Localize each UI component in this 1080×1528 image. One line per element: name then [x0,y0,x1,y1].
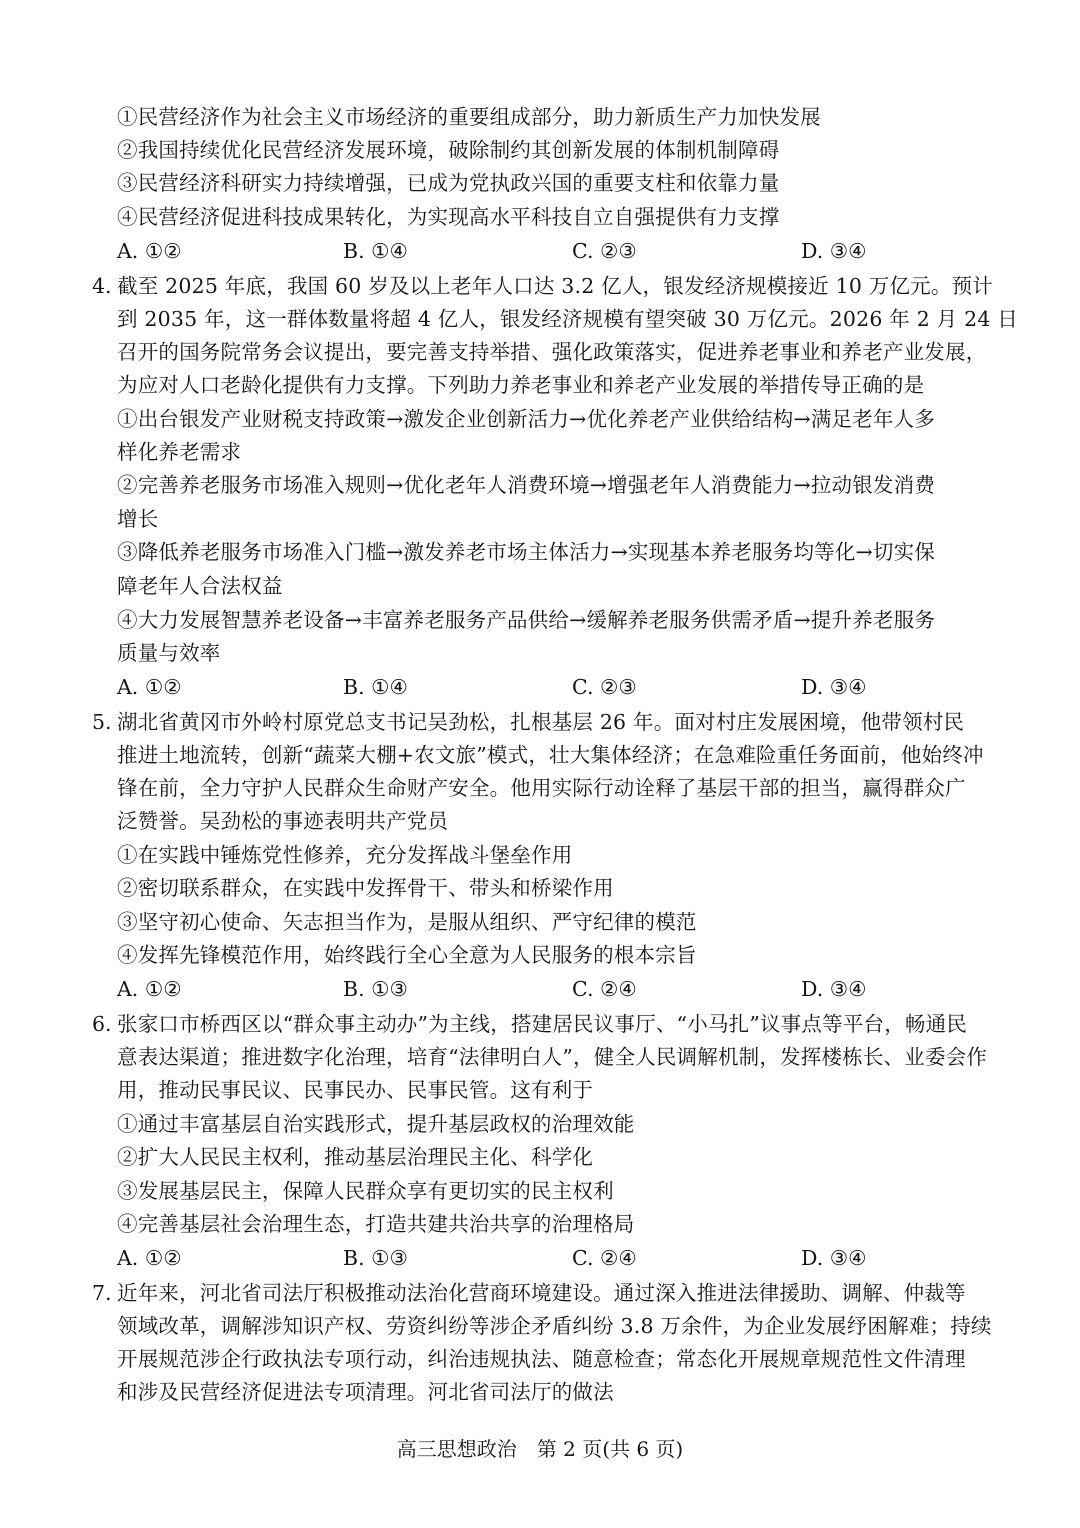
q6-choice-d: D. ③④ [801,1246,867,1270]
q7-number: 7. [92,1281,112,1305]
q5-choice-a: A. ①② [117,977,182,1001]
q4-stem-line-4: 为应对人口老龄化提供有力支撑。下列助力养老事业和养老产业发展的举措传导正确的是 [117,373,925,397]
q4-choice-b: B. ①④ [343,675,408,699]
q3-option-3: ③民营经济科研实力持续增强，已成为党执政兴国的重要支柱和依靠力量 [117,171,780,195]
q5-option-2: ②密切联系群众，在实践中发挥骨干、带头和桥梁作用 [117,876,614,900]
q6-stem-line-3: 用，推动民事民议、民事民办、民事民管。这有利于 [117,1078,594,1102]
q3-choice-c: C. ②③ [572,239,637,263]
q5-stem-line-1: 湖北省黄冈市外岭村原党总支书记吴劲松，扎根基层 26 年。面对村庄发展困境，他带领村民 [117,710,965,734]
q7-stem-line-1: 近年来，河北省司法厅积极推动法治化营商环境建设。通过深入推进法律援助、调解、仲裁等 [117,1281,966,1305]
q4-option-1-cont: 样化养老需求 [117,440,242,464]
q5-choice-b: B. ①③ [343,977,408,1001]
q6-option-3: ③发展基层民主，保障人民群众享有更切实的民主权利 [117,1179,614,1203]
q3-option-1: ①民营经济作为社会主义市场经济的重要组成部分，助力新质生产力加快发展 [117,105,821,129]
q5-stem-line-3: 锋在前，全力守护人民群众生命财产安全。他用实际行动诠释了基层干部的担当，赢得群众广 [117,776,966,800]
q5-choice-d: D. ③④ [801,977,867,1001]
q6-stem-line-2: 意表达渠道；推进数字化治理，培育“法律明白人”，健全人民调解机制，发挥楼栋长、业委会作 [117,1045,988,1069]
q3-choice-b: B. ①④ [343,239,408,263]
q5-stem-line-2: 推进土地流转，创新“蔬菜大棚+农文旅”模式，壮大集体经济；在急难险重任务面前，他始终冲 [117,743,984,767]
q4-option-2: ②完善养老服务市场准入规则→优化老年人消费环境→增强老年人消费能力→拉动银发消费 [117,473,936,497]
q4-choice-c: C. ②③ [572,675,637,699]
q3-option-4: ④民营经济促进科技成果转化，为实现高水平科技自立自强提供有力支撑 [117,205,780,229]
q6-option-2: ②扩大人民民主权利，推动基层治理民主化、科学化 [117,1145,594,1169]
q4-number: 4. [92,274,112,298]
q3-choice-a: A. ①② [117,239,182,263]
q4-option-1: ①出台银发产业财税支持政策→激发企业创新活力→优化养老产业供给结构→满足老年人多 [117,407,936,431]
q7-stem-line-4: 和涉及民营经济促进法专项清理。河北省司法厅的做法 [117,1380,614,1404]
q7-stem-line-3: 开展规范涉企行政执法专项行动，纠治违规执法、随意检查；常态化开展规章规范性文件清理 [117,1347,966,1371]
q4-choice-d: D. ③④ [801,675,867,699]
q4-choice-a: A. ①② [117,675,182,699]
q3-option-2: ②我国持续优化民营经济发展环境，破除制约其创新发展的体制机制障碍 [117,138,780,162]
q3-choice-d: D. ③④ [801,239,867,263]
q4-option-3: ③降低养老服务市场准入门槛→激发养老市场主体活力→实现基本养老服务均等化→切实保 [117,540,936,564]
q4-option-3-cont: 障老年人合法权益 [117,574,283,598]
q5-option-4: ④发挥先锋模范作用，始终践行全心全意为人民服务的根本宗旨 [117,943,697,967]
q4-stem-line-3: 召开的国务院常务会议提出，要完善支持举措、强化政策落实，促进养老事业和养老产业发展， [117,340,987,364]
q6-option-4: ④完善基层社会治理生态，打造共建共治共享的治理格局 [117,1212,635,1236]
q5-number: 5. [92,710,112,734]
q5-stem-line-4: 泛赞誉。吴劲松的事迹表明共产党员 [117,809,449,833]
q7-stem-line-2: 领域改革，调解涉知识产权、劳资纠纷等涉企矛盾纠纷 3.8 万余件，为企业发展纾困解难；持续 [117,1314,992,1338]
q6-choice-a: A. ①② [117,1246,182,1270]
q6-stem-line-1: 张家口市桥西区以“群众事主动办”为主线，搭建居民议事厅、“小马扎”议事点等平台，畅通民 [117,1012,968,1036]
q4-option-2-cont: 增长 [117,507,159,531]
q4-option-4-cont: 质量与效率 [117,641,221,665]
page-footer: 高三思想政治 第 2 页(共 6 页) [396,1437,684,1461]
q6-choice-b: B. ①③ [343,1246,408,1270]
q6-number: 6. [92,1012,112,1036]
q4-stem-line-2: 到 2035 年，这一群体数量将超 4 亿人，银发经济规模有望突破 30 万亿元。2026 年 2 月 24 日 [117,307,1018,331]
q6-choice-c: C. ②④ [572,1246,637,1270]
q5-choice-c: C. ②④ [572,977,637,1001]
q6-option-1: ①通过丰富基层自治实践形式，提升基层政权的治理效能 [117,1112,635,1136]
q4-option-4: ④大力发展智慧养老设备→丰富养老服务产品供给→缓解养老服务供需矛盾→提升养老服务 [117,608,936,632]
q5-option-1: ①在实践中锤炼党性修养，充分发挥战斗堡垒作用 [117,843,573,867]
q5-option-3: ③坚守初心使命、矢志担当作为，是服从组织、严守纪律的模范 [117,910,697,934]
q4-stem-line-1: 截至 2025 年底，我国 60 岁及以上老年人口达 3.2 亿人，银发经济规模接近 10 万亿元。预计 [117,274,993,298]
